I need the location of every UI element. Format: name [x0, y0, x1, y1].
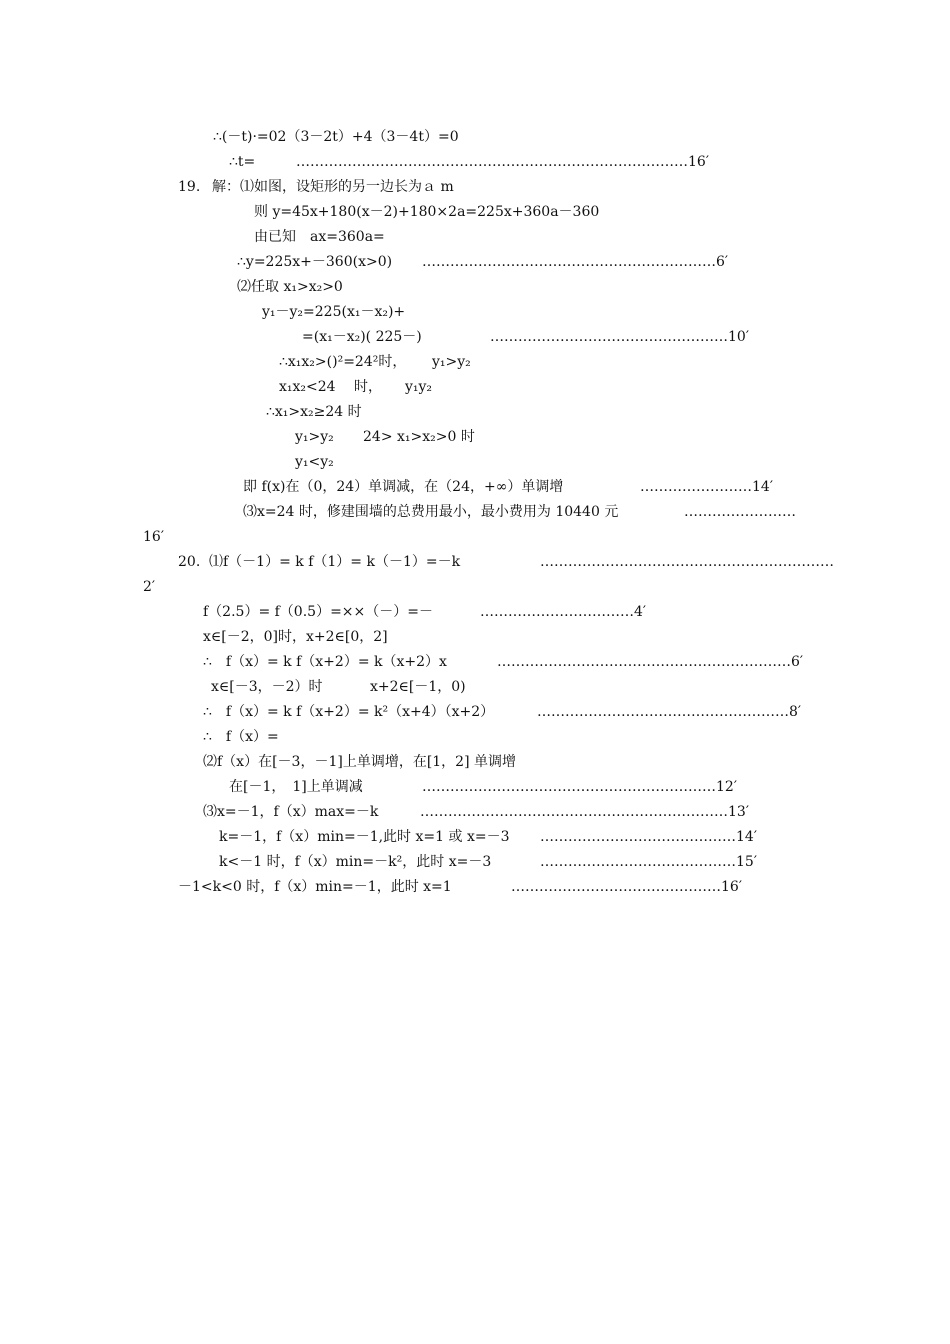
leader-8: ………………………………………………8′ [537, 704, 802, 720]
score-16: 16′ [143, 529, 164, 545]
line-39: ∴ f（x）= [203, 729, 279, 745]
line-27: ⑴f（－1）= k f（1）= k（－1）=－k [209, 554, 461, 570]
leader-16c: ………………………………………16′ [511, 879, 742, 895]
leader-12: ………………………………………………………12′ [422, 779, 737, 795]
line-20: y₁<y₂ [295, 454, 334, 470]
line-37: ∴ f（x）= k f（x+2）= k²（x+4）（x+2） [203, 704, 495, 720]
line-23: ⑶x=24 时，修建围墙的总费用最小，最小费用为 10440 元 [243, 504, 619, 520]
line-14: y₁>y₂ [432, 354, 471, 370]
line-49: －1<k<0 时，f（x）min=－1，此时 x=1 [178, 879, 452, 895]
line-47: k<－1 时，f（x）min=－k²，此时 x=－3 [219, 854, 492, 870]
line-11: =(x₁－x₂)( 225－) [302, 329, 422, 345]
leader-4: ……………………………4′ [480, 604, 647, 620]
line-15: x₁x₂<24 时， [279, 379, 383, 395]
line-17: ∴x₁>x₂≥24 时 [266, 404, 362, 420]
leader-16: …………………………………………………………………………16′ [296, 154, 709, 170]
leader-14b: ……………………………………14′ [540, 829, 757, 845]
line-1: ∴t= [229, 154, 256, 170]
line-40: ⑵f（x）在[－3，－1]上单调增，在[1，2] 单调增 [203, 754, 517, 770]
line-9: ⑵任取 x₁>x₂>0 [237, 279, 343, 295]
line-7: ∴y=225x+－360(x>0) [237, 254, 393, 270]
line-6: 由已知 ax=360a= [254, 229, 385, 245]
leader-10: ……………………………………………10′ [490, 329, 749, 345]
line-30: f（2.5）= f（0.5）=××（－）=－ [203, 604, 433, 620]
leader-14: ……………………14′ [640, 479, 773, 495]
line-18: y₁>y₂ [295, 429, 334, 445]
line-32: x∈[－2，0]时，x+2∈[0，2] [203, 629, 388, 645]
line-43: ⑶x=－1，f（x）max=－k [203, 804, 379, 820]
score-2: 2′ [143, 579, 156, 595]
line-10: y₁－y₂=225(x₁－x₂)+ [262, 304, 406, 320]
leader-16b: …………………… [684, 504, 796, 520]
line-33: ∴ f（x）= k f（x+2）= k（x+2）x [203, 654, 447, 670]
problem-20-number: 20. [178, 554, 201, 570]
problem-19-number: 19. [178, 179, 201, 195]
leader-2: ……………………………………………………… [540, 554, 834, 570]
line-45: k=－1，f（x）min=－1,此时 x=1 或 x=－3 [219, 829, 510, 845]
line-19: 24> x₁>x₂>0 时 [363, 429, 475, 445]
line-41: 在[－1， 1]上单调减 [229, 779, 363, 795]
line-35: x∈[－3，－2）时 [211, 679, 323, 695]
line-13: ∴x₁x₂>()²=24²时， [279, 354, 407, 370]
leader-13: …………………………………………………………13′ [420, 804, 749, 820]
leader-6: ………………………………………………………6′ [422, 254, 729, 270]
leader-6b: ………………………………………………………6′ [497, 654, 804, 670]
line-4: 解：⑴如图，设矩形的另一边长为ａ m [212, 179, 454, 195]
line-5: 则 y=45x+180(x－2)+180×2a=225x+360a－360 [254, 204, 600, 220]
line-21: 即 f(x)在（0，24）单调减，在（24，+∞）单调增 [243, 479, 564, 495]
leader-15: ……………………………………15′ [540, 854, 757, 870]
line-0: ∴(－t)·=02（3－2t）+4（3－4t）=0 [213, 129, 459, 145]
line-36: x+2∈[－1，0) [370, 679, 466, 695]
line-16: y₁y₂ [405, 379, 433, 395]
